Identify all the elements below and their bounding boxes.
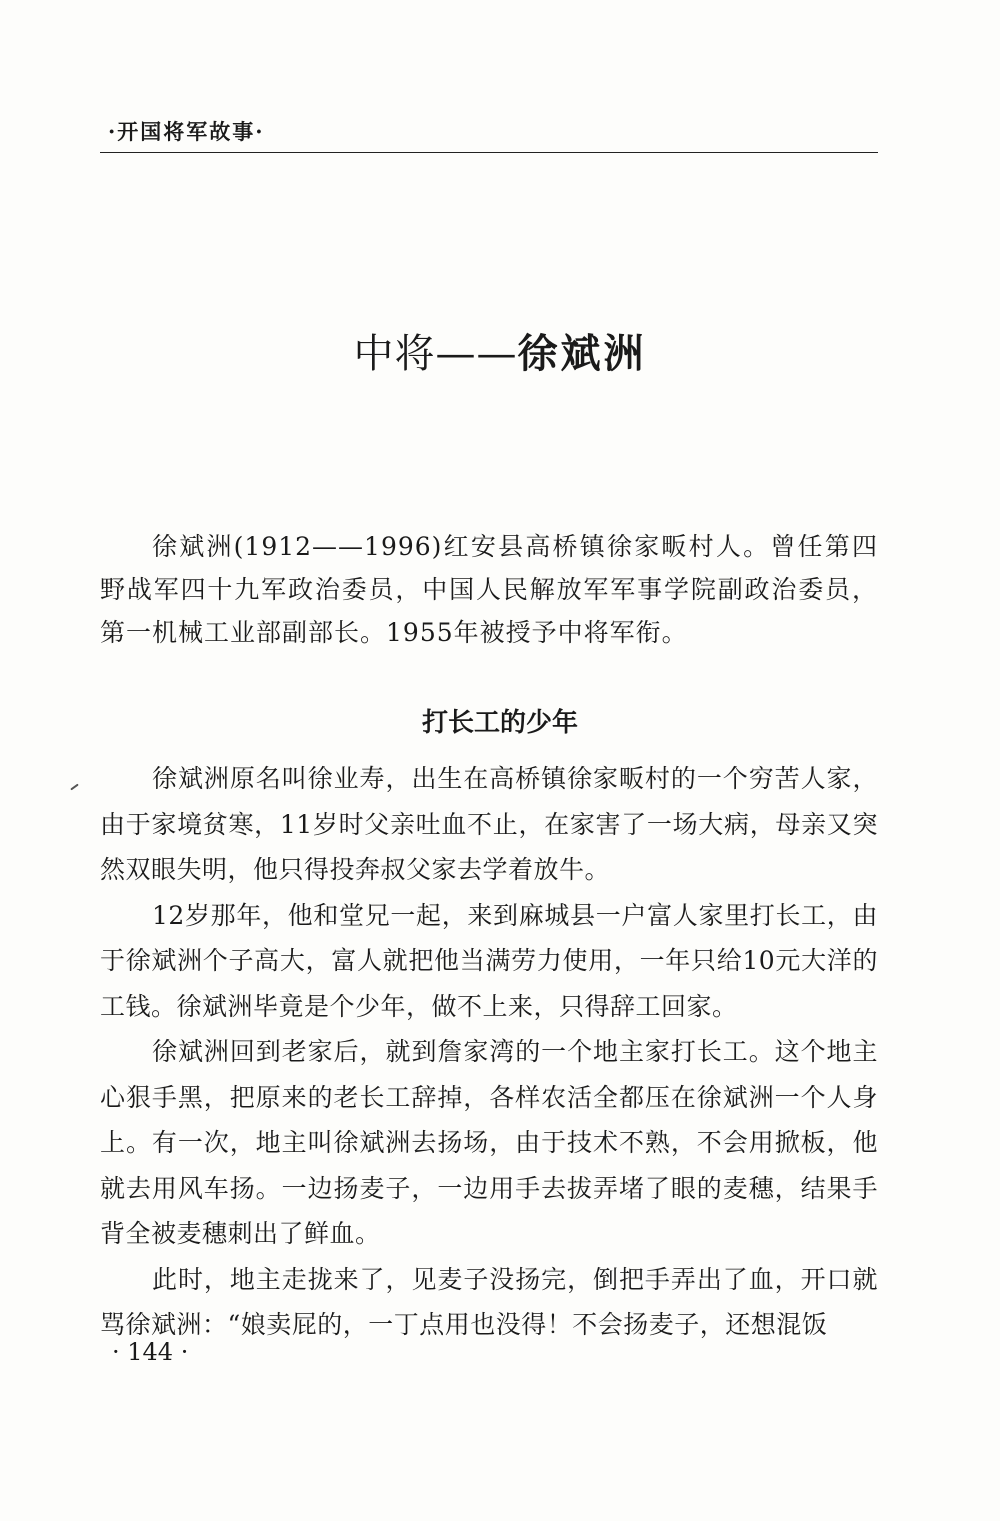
body-text <box>100 756 878 1348</box>
body-paragraph: 12岁那年，他和堂兄一起，来到麻城县一户富人家里打长工，由于徐斌洲个子高大，富人就把他当满劳力使用，一年只给10元大洋的工钱。徐斌洲毕竟是个少年，做不上来，只得辞工回家。 <box>100 900 878 1021</box>
body-paragraph: 徐斌洲原名叫徐业寿，出生在高桥镇徐家畈村的一个穷苦人家，由于家境贫寒，11岁时父亲吐血不止，在家害了一场大病，母亲又突然双眼失明，他只得投奔叔父家去学着放牛。 <box>100 764 878 884</box>
chapter-title <box>0 328 1000 380</box>
header-rule <box>100 152 878 153</box>
chapter-title-name: 徐斌洲 <box>517 330 647 377</box>
body-paragraph: 徐斌洲回到老家后，就到詹家湾的一个地主家打长工。这个地主心狠手黑，把原来的老长工辞掉，各样农活全都压在徐斌洲一个人身上。有一次，地主叫徐斌洲去扬场，由于技术不熟，不会用掀板，他就去用风车扬。一边扬麦子，一边用手去拔弄堵了眼的麦穗，结果手背全被麦穗刺出了鲜血。 <box>100 1037 878 1248</box>
page-number: · 144 · <box>112 1338 189 1366</box>
section-heading: 打长工的少年 <box>421 708 578 738</box>
running-head: ·开国将军故事· <box>108 119 265 144</box>
body-paragraph: 此时，地主走拢来了，见麦子没扬完，倒把手弄出了血，开口就骂徐斌洲：“娘卖屁的，一丁点用也没得！不会扬麦子，还想混饭 <box>100 1264 878 1339</box>
chapter-title-rank: 中将—— <box>353 331 518 377</box>
intro-paragraph: 徐斌洲(1912——1996)红安县高桥镇徐家畈村人。曾任第四野战军四十九军政治委员，中国人民解放军军事学院副政治委员，第一机械工业部副部长。1955年被授予中将军衔。 <box>100 532 878 647</box>
scan-speck <box>70 784 79 791</box>
